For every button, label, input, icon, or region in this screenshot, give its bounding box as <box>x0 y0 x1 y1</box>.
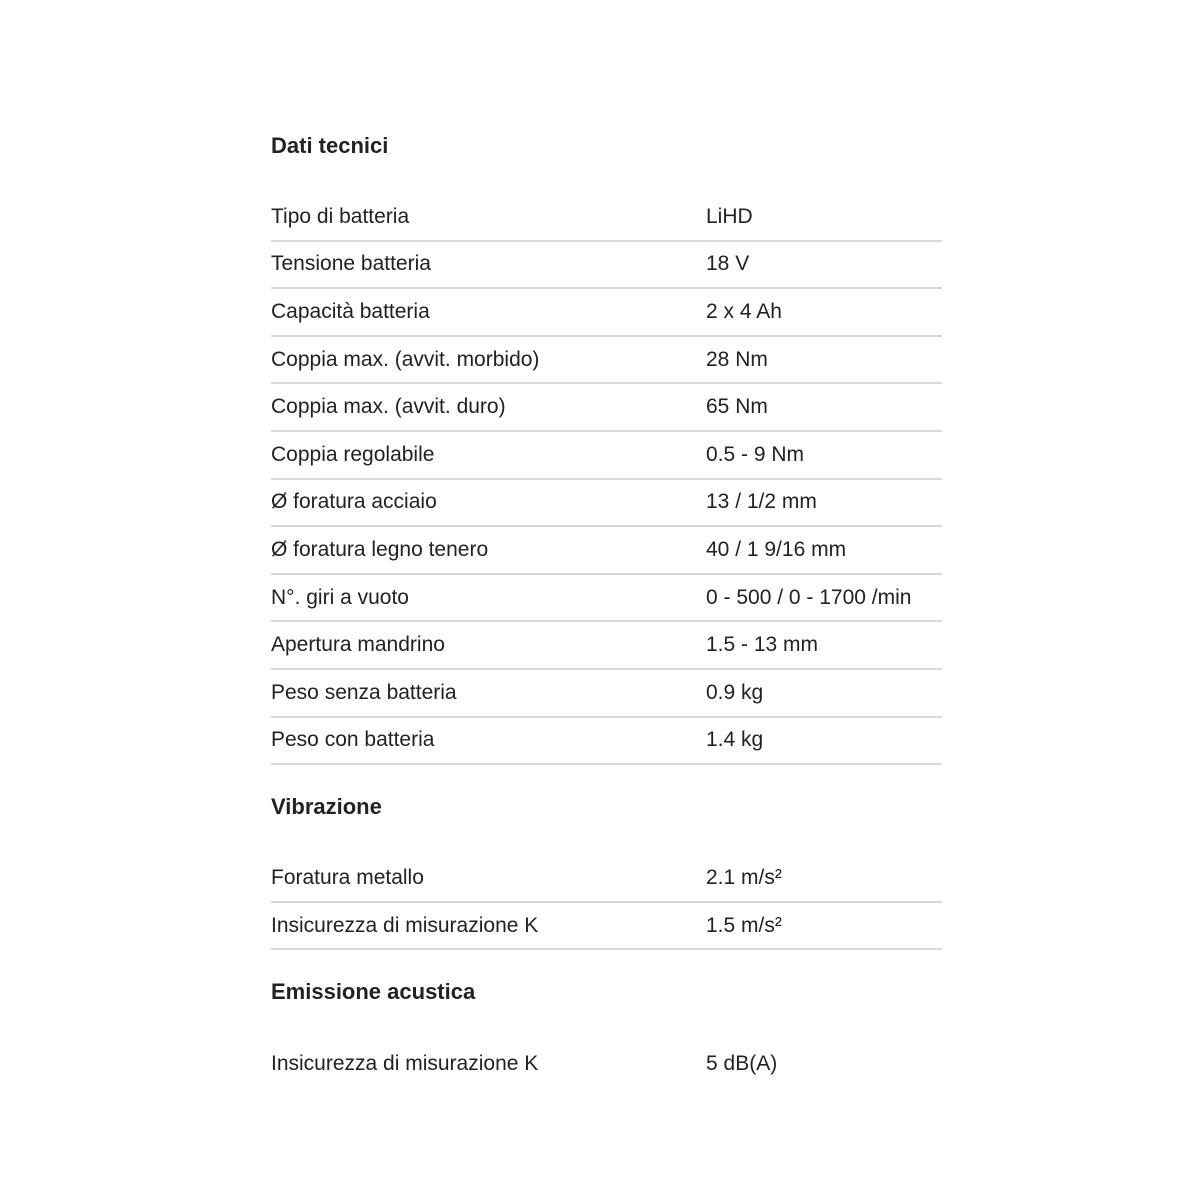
spec-row <box>271 289 942 337</box>
spec-label: Insicurezza di misurazione K <box>271 913 539 937</box>
spec-value: 13 / 1/2 mm <box>706 490 817 514</box>
spec-value: 2.1 m/s² <box>706 865 782 889</box>
section-title-technical-data: Dati tecnici <box>271 133 389 158</box>
spec-row <box>271 527 942 575</box>
spec-label: Tensione batteria <box>271 252 431 276</box>
spec-row <box>271 337 942 385</box>
section-acoustic-emission <box>271 974 942 1088</box>
spec-row <box>271 855 942 903</box>
section-title-acoustic-emission: Emissione acustica <box>271 979 476 1005</box>
spec-value: 40 / 1 9/16 mm <box>706 537 847 561</box>
spec-row <box>271 242 942 290</box>
spec-value: 1.5 - 13 mm <box>706 633 819 657</box>
spec-value: 0.9 kg <box>706 680 764 704</box>
spec-row <box>271 432 942 480</box>
spec-row <box>271 384 942 432</box>
spec-value: 5 dB(A) <box>706 1052 778 1076</box>
spec-value: LiHD <box>706 204 753 228</box>
spec-value: 2 x 4 Ah <box>706 299 782 323</box>
spec-label: Capacità batteria <box>271 299 430 323</box>
spec-row <box>271 718 942 766</box>
spec-label: Peso con batteria <box>271 728 435 752</box>
spec-row <box>271 480 942 528</box>
spec-row <box>271 622 942 670</box>
spec-row <box>271 670 942 718</box>
spec-value: 0 - 500 / 0 - 1700 /min <box>706 585 912 609</box>
spec-label: Ø foratura acciaio <box>271 490 437 514</box>
spec-label: Ø foratura legno tenero <box>271 537 489 561</box>
section-title-vibration: Vibrazione <box>271 794 382 820</box>
section-technical-data <box>271 128 942 765</box>
spec-value: 1.5 m/s² <box>706 913 782 937</box>
spec-value: 0.5 - 9 Nm <box>706 442 805 466</box>
spec-label: Tipo di batteria <box>271 204 410 228</box>
spec-label: Apertura mandrino <box>271 633 445 657</box>
spec-label: Insicurezza di misurazione K <box>271 1052 539 1076</box>
spec-value: 65 Nm <box>706 395 768 419</box>
spec-value: 1.4 kg <box>706 728 764 752</box>
spec-table <box>271 194 942 765</box>
spec-table <box>271 855 942 950</box>
spec-row <box>271 903 942 951</box>
spec-table <box>271 1040 942 1088</box>
spec-label: Peso senza batteria <box>271 680 457 704</box>
spec-row <box>271 575 942 623</box>
spec-value: 18 V <box>706 252 750 276</box>
section-vibration <box>271 789 942 950</box>
spec-sheet <box>271 128 942 1088</box>
spec-label: Coppia max. (avvit. duro) <box>271 395 506 419</box>
spec-label: Foratura metallo <box>271 865 424 889</box>
spec-row <box>271 1040 942 1088</box>
spec-value: 28 Nm <box>706 347 768 371</box>
spec-label: Coppia max. (avvit. morbido) <box>271 347 540 371</box>
spec-label: Coppia regolabile <box>271 442 435 466</box>
spec-row <box>271 194 942 242</box>
spec-label: N°. giri a vuoto <box>271 585 409 609</box>
